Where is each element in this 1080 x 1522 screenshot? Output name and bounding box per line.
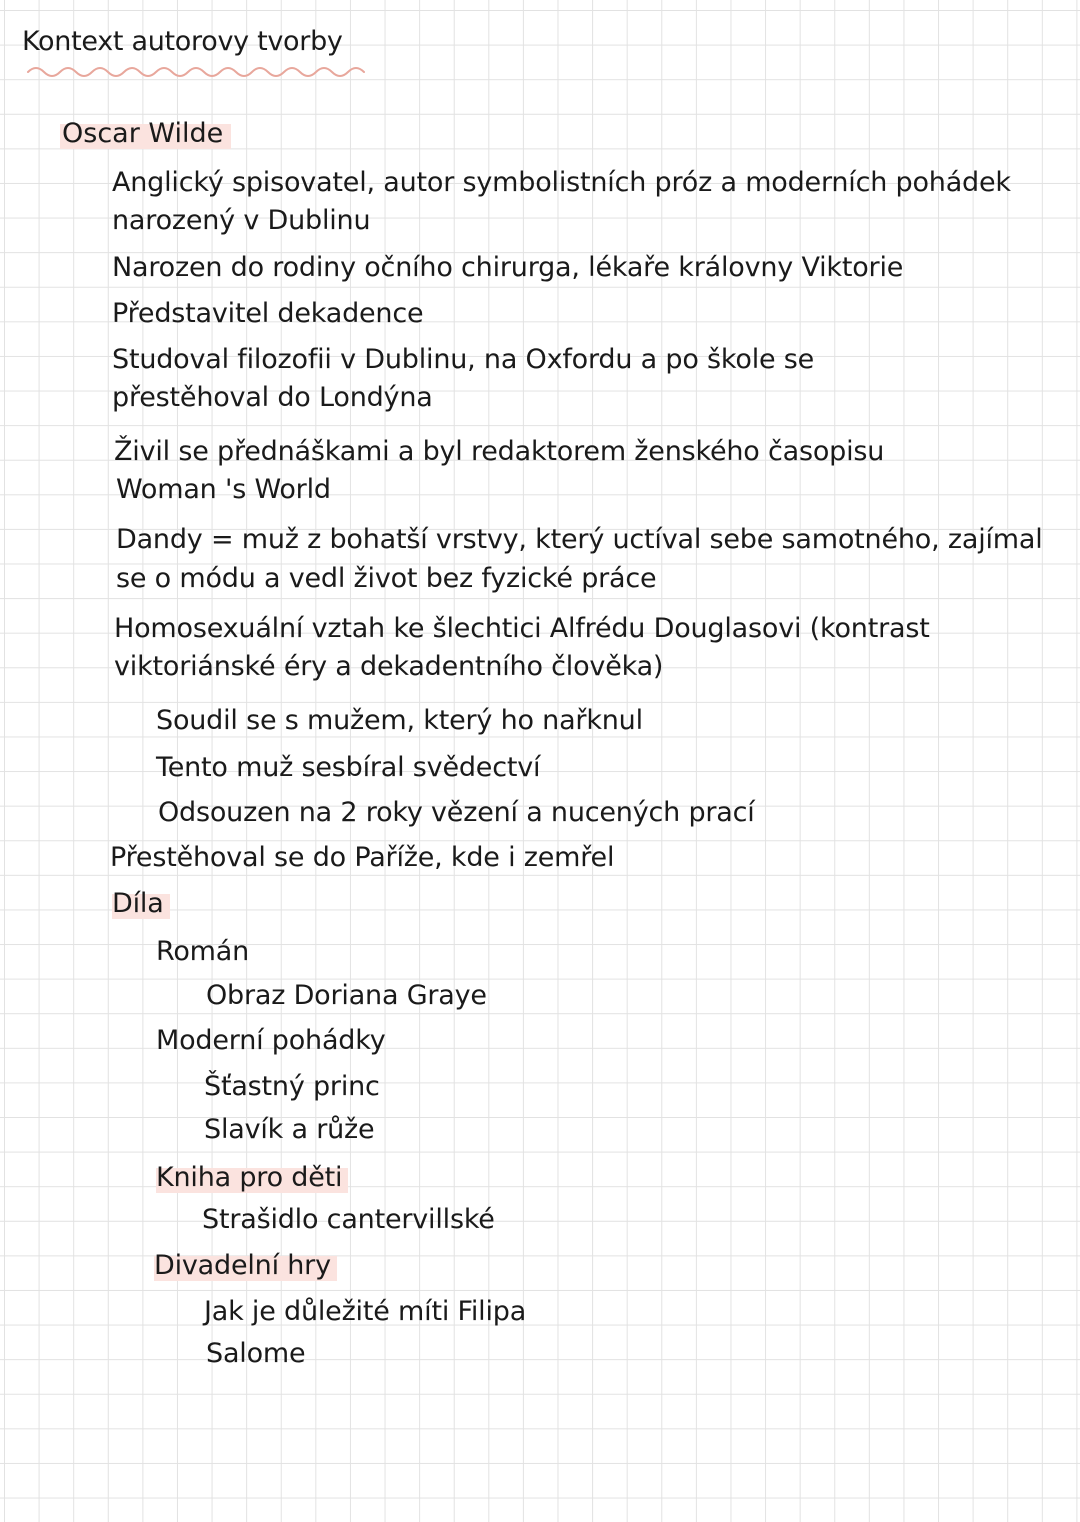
category-label-plays-text: Divadelní hry: [154, 1250, 337, 1281]
fact-line: přestěhoval do Londýna: [112, 382, 433, 413]
fact-line: narozený v Dublinu: [112, 205, 371, 236]
trial-line: Odsouzen na 2 roky vězení a nucených prací: [158, 797, 755, 828]
work-title: Jak je důležité míti Filipa: [204, 1296, 527, 1327]
trial-line: Soudil se s mužem, který ho nařknul: [156, 705, 643, 736]
works-heading: [112, 885, 170, 923]
move-line: Přestěhoval se do Paříže, kde i zemřel: [110, 842, 615, 873]
category-label-fairy-tales: Moderní pohádky: [156, 1025, 386, 1056]
fact-line: Dandy = muž z bohatší vrstvy, který uctíval sebe samotného, zajímal: [116, 524, 1043, 555]
work-title: Šťastný princ: [204, 1071, 380, 1102]
author-heading-text: Oscar Wilde: [62, 118, 224, 149]
fact-line: se o módu a vedl život bez fyzické práce: [116, 563, 657, 594]
trial-line: Tento muž sesbíral svědectví: [156, 752, 541, 783]
fact-line: Studoval filozofii v Dublinu, na Oxfordu a po škole se: [112, 344, 815, 375]
work-title: Obraz Doriana Graye: [206, 980, 487, 1011]
works-heading-text: Díla: [112, 888, 170, 919]
category-label-plays: [154, 1247, 337, 1285]
fact-line: Homosexuální vztah ke šlechtici Alfrédu Douglasovi (kontrast: [114, 613, 930, 644]
fact-line: Narozen do rodiny očního chirurga, lékaře královny Viktorie: [112, 252, 904, 283]
category-label-children-text: Kniha pro děti: [156, 1162, 348, 1193]
fact-line: Živil se přednáškami a byl redaktorem ženského časopisu: [114, 436, 885, 467]
title-underline-squiggle: [26, 62, 370, 78]
work-title: Strašidlo cantervillské: [202, 1204, 495, 1235]
fact-line: Představitel dekadence: [112, 298, 424, 329]
work-title: Salome: [206, 1338, 306, 1369]
fact-line: Woman 's World: [116, 474, 331, 505]
category-label-children: [156, 1159, 348, 1197]
fact-line: viktoriánské éry a dekadentního člověka): [114, 651, 664, 682]
category-label-novel: Román: [156, 936, 250, 967]
work-title: Slavík a růže: [204, 1114, 375, 1145]
page-title: Kontext autorovy tvorby: [22, 26, 343, 57]
fact-line: Anglický spisovatel, autor symbolistních próz a moderních pohádek: [112, 167, 1011, 198]
author-heading: [62, 118, 223, 149]
